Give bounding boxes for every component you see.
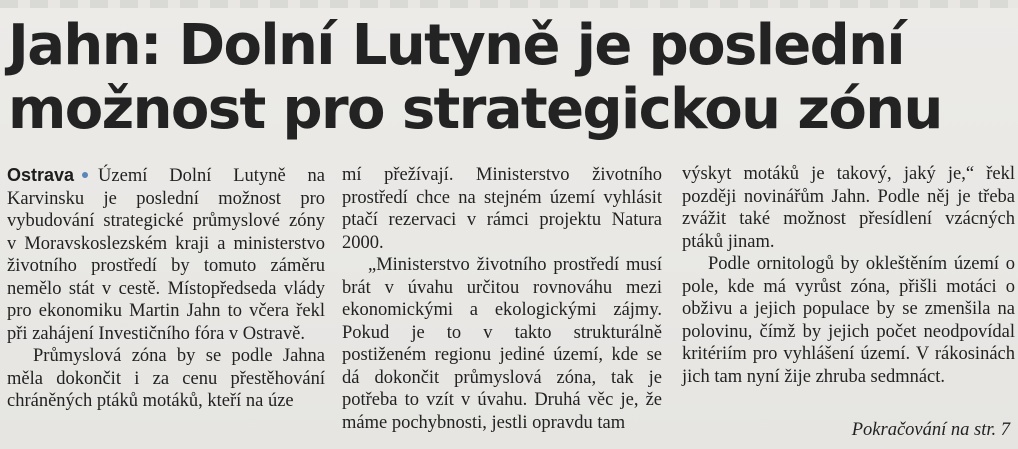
quote-paragraph: „Ministerstvo životního prostředí musí brát v úvahu určitou rovnováhu mezi ekonomickými a ekologickými zájmy. Pokud je to v takto strukturálně postiženém regionu jediné území, kde se dá dokončit průmyslová zóna, tak je potřeba to vzít v úvahu. Druhá věc je, že máme pochybnosti, jestli opravdu tam <box>342 255 662 433</box>
headline-line-2: možnost pro strategickou zónu <box>8 77 942 142</box>
paragraph-3: mí přežívají. Ministerstvo životního prostředí chce na stejném území vyhlásit ptačí rezervaci v rámci projektu Natura 2000. <box>342 165 662 253</box>
article-body <box>0 164 1018 449</box>
continued-on-page-link[interactable]: Pokračování na str. 7 <box>851 420 1010 440</box>
article-column-3 <box>682 163 1015 388</box>
paragraph-2: Průmyslová zóna by se podle Jahna měla dokončit i za cenu přestěhování chráněných ptáků motáků, kteří na úze <box>7 346 325 411</box>
article-column-2 <box>342 164 662 434</box>
article-headline <box>8 14 1013 142</box>
dateline: Ostrava <box>7 165 75 185</box>
paragraph-6: Podle ornitologů by okleštěním území o pole, kde má vyrůst zóna, přišli motáci o obživu a jejich populace by se zmenšila na polovinu, čímž by jejich počet neodpovídal kritériím pro vyhlášení území. V rákosinách jich tam nyní žije zhruba sedmnáct. <box>682 254 1015 387</box>
bullet-icon <box>82 172 88 178</box>
article-column-1 <box>7 164 325 413</box>
lead-paragraph <box>7 164 325 345</box>
clipping-top-edge <box>0 0 1018 8</box>
headline-line-1: Jahn: Dolní Lutyně je poslední <box>8 13 905 78</box>
lead-text: Území Dolní Lutyně na Karvinsku je poslední možnost pro vybudování strategické průmyslové zóny v Moravskoslezském kraji a ministerstvo životního prostředí by tomuto záměru nemělo stát v cestě. Místopředseda vlády pro ekonomiku Martin Jahn to včera řekl při zahájení Investičního fóra v Ostravě. <box>7 166 325 344</box>
paragraph-5: výskyt motáků je takový, jaký je,“ řekl později novinářům Jahn. Podle něj je třeba zvážit také možnost přesídlení vzácných ptáků jinam. <box>682 164 1015 252</box>
